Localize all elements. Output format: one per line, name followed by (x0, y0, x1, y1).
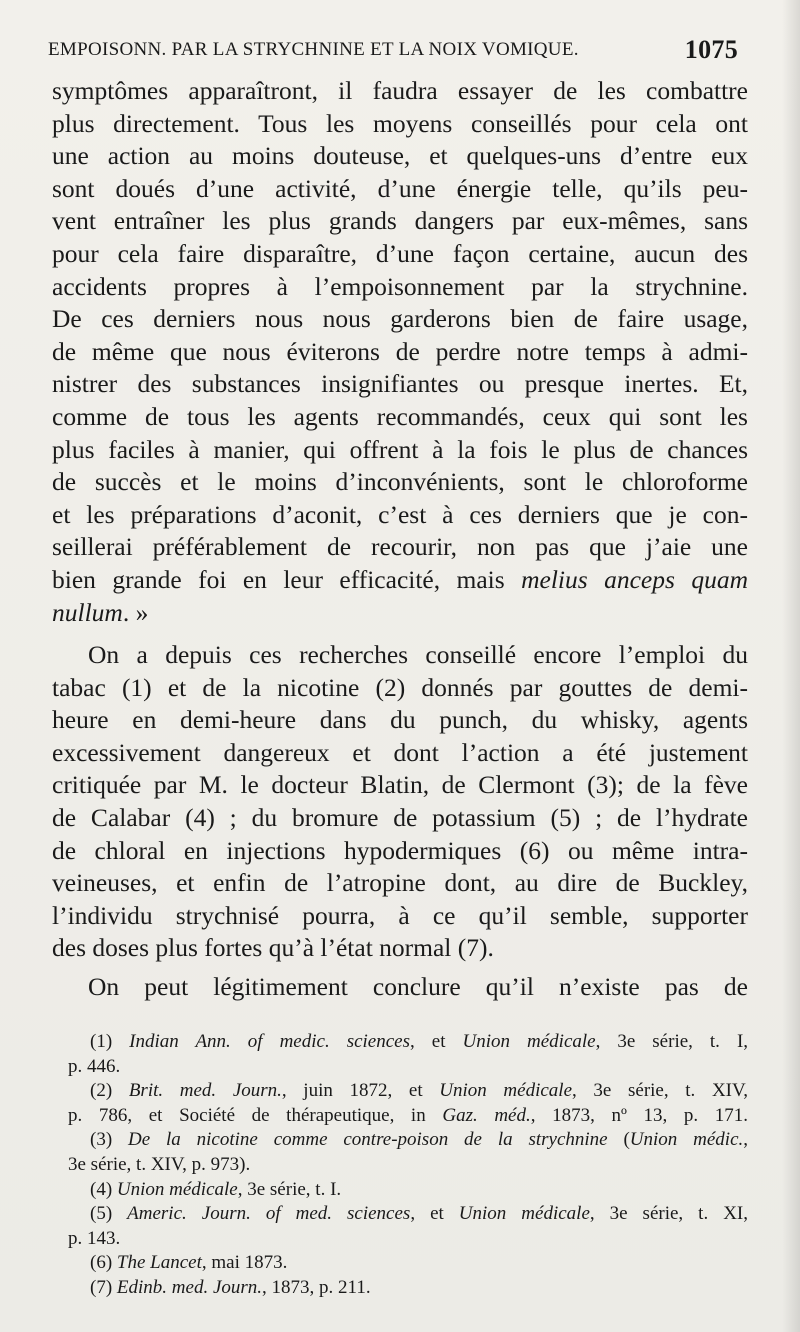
text-line: pour cela faire disparaître, d’une façon certaine, aucun des (52, 238, 748, 268)
text-line: des doses plus fortes qu’à l’état normal (7). (52, 933, 494, 963)
journal-title: Union médicale (458, 1203, 590, 1225)
text-line: de Calabar (4) ; du bromure de potassium (5) ; de l’hydrate (52, 803, 748, 833)
journal-title: Edinb. med. Journ. (116, 1276, 263, 1298)
footnote-number: (1) (90, 1031, 130, 1052)
article-title: De la nicotine comme contre-poison de la strychnine (128, 1129, 608, 1151)
footnote-7 (68, 1276, 748, 1301)
footnote-1 (68, 1030, 748, 1055)
footnote-2-cont (68, 1104, 748, 1129)
footnote-text: , (743, 1129, 749, 1151)
paragraph-gap (52, 629, 748, 639)
text-line: comme de tous les agents recommandés, ceux qui sont les (52, 401, 748, 431)
footnote-number: (7) (90, 1276, 117, 1298)
text-line: de même que nous éviterons de perdre notre temps à admi- (52, 336, 748, 366)
page-header (48, 32, 738, 68)
journal-title: Union médic. (629, 1129, 744, 1151)
footnote-text: , 1873, nº 13, p. 171. (530, 1104, 748, 1126)
footnote-number: (4) (90, 1178, 117, 1200)
body-text (52, 75, 748, 1004)
text-line: et les préparations d’aconit, c’est à ces derniers que je con- (52, 499, 748, 529)
footnote-1-cont: p. 446. (68, 1055, 121, 1077)
text-normal: . » (122, 597, 149, 627)
footnote-text: , 3e série, t. I, (595, 1031, 749, 1052)
journal-title: Union médicale (439, 1080, 573, 1102)
footnote-5 (68, 1202, 748, 1227)
journal-title: Indian Ann. of medic. sciences (129, 1031, 411, 1052)
footnote-text: p. 786, et Société de thérapeutique, in (68, 1104, 443, 1126)
text-line: symptômes apparaîtront, il faudra essayer de les combattre (52, 76, 748, 105)
footnotes (68, 1030, 748, 1301)
text-line: seillerai préférablement de recourir, non pas que j’aie une (52, 532, 748, 562)
text-line: plus faciles à manier, qui offrent à la fois le plus de chances (52, 434, 748, 464)
journal-title: Americ. Journ. of med. sciences (127, 1203, 411, 1225)
footnote-text: , et (410, 1203, 459, 1225)
journal-title: The Lancet (116, 1252, 202, 1274)
footnote-number: (6) (90, 1252, 117, 1274)
footnote-text: , et (410, 1031, 463, 1052)
footnote-3-cont: 3e série, t. XIV, p. 973). (68, 1153, 251, 1175)
text-line: heure en demi-heure dans du punch, du whisky, agents (52, 705, 748, 735)
text-line: critiquée par M. le docteur Blatin, de Clermont (3); de la fève (52, 770, 748, 800)
latin-phrase: melius anceps quam (521, 564, 748, 594)
footnote-3 (68, 1128, 748, 1153)
page-number: 1075 (684, 35, 738, 64)
text-line: vent entraîner les plus grands dangers par eux-mêmes, sans (52, 206, 748, 236)
footnote-number: (3) (90, 1129, 129, 1151)
footnote-text: , 3e série, t. XIV, (572, 1080, 749, 1102)
text-line: On a depuis ces recherches conseillé encore l’emploi du (88, 640, 748, 670)
text-line: accidents propres à l’empoisonnement par la strychnine. (52, 271, 748, 301)
running-head: EMPOISONN. PAR LA STRYCHNINE ET LA NOIX VOMIQUE. (48, 39, 579, 60)
text-line: une action au moins douteuse, et quelques-uns d’entre eux (52, 141, 748, 171)
text-line: tabac (1) et de la nicotine (2) donnés par gouttes de demi- (52, 672, 748, 702)
journal-title: Union médicale (116, 1178, 238, 1200)
footnote-text: , juin 1872, et (281, 1080, 440, 1102)
latin-phrase: nullum (52, 597, 123, 627)
journal-title: Gaz. méd. (442, 1104, 531, 1126)
footnote-number: (5) (90, 1203, 128, 1225)
journal-title: Union médicale (462, 1031, 596, 1052)
text-line: On peut légitimement conclure qu’il n’existe pas de (88, 972, 748, 1002)
text-line: plus directement. Tous les moyens conseillés pour cela ont (52, 108, 748, 138)
footnote-6 (68, 1251, 748, 1276)
text-normal: bien grande foi en leur efficacité, mais (52, 564, 522, 594)
text-line: de succès et le moins d’inconvénients, sont le chloroforme (52, 467, 748, 497)
text-line: veineuses, et enfin de l’atropine dont, au dire de Buckley, (52, 868, 748, 898)
text-line: excessivement dangereux et dont l’action a été justement (52, 737, 748, 767)
footnote-text: , 3e série, t. XI, (589, 1203, 748, 1225)
text-line (52, 564, 748, 597)
footnote-text: , mai 1873. (201, 1252, 288, 1274)
text-line: De ces derniers nous nous garderons bien de faire usage, (52, 304, 748, 334)
footnote-text: , 1873, p. 211. (262, 1276, 371, 1298)
text-line (52, 597, 748, 630)
footnote-5-cont: p. 143. (68, 1227, 121, 1249)
text-line: l’individu strychnisé pourra, à ce qu’il semble, supporter (52, 900, 748, 930)
text-line: nistrer des substances insignifiantes ou presque inertes. Et, (52, 369, 748, 399)
footnote-text: ( (607, 1129, 630, 1151)
footnote-4 (68, 1178, 748, 1203)
text-line: sont doués d’une activité, d’une énergie telle, qu’ils peu- (52, 173, 748, 203)
journal-title: Brit. med. Journ. (128, 1080, 282, 1102)
text-line: de chloral en injections hypodermiques (6) ou même intra- (52, 835, 748, 865)
page-edge-shadow (782, 0, 800, 1332)
footnote-2 (68, 1079, 748, 1104)
footnote-text: , 3e série, t. I. (237, 1178, 342, 1200)
footnote-number: (2) (90, 1080, 129, 1102)
